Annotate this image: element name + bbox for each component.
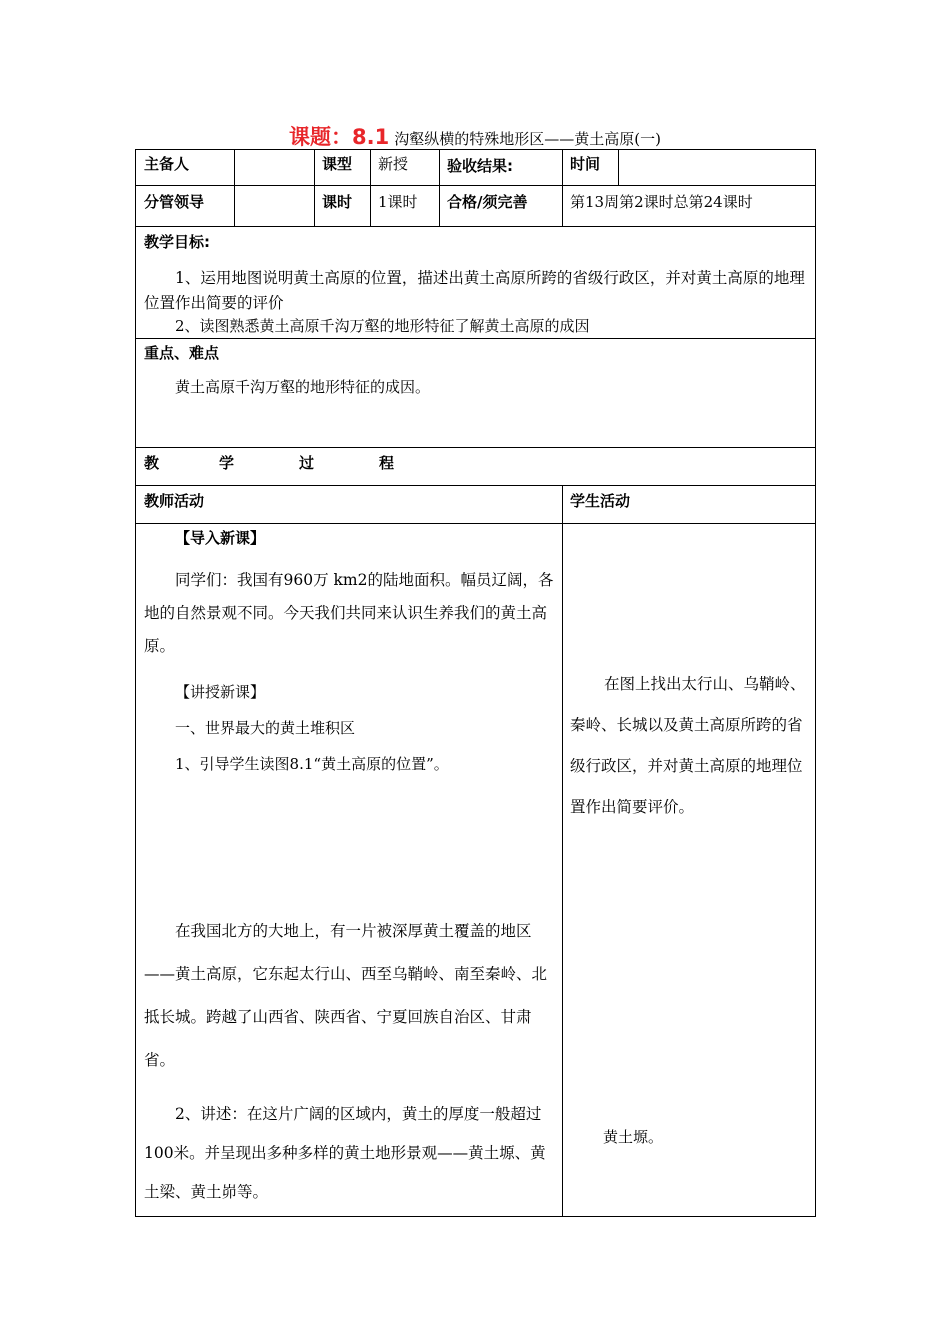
step-2: 2、讲述：在这片广阔的区域内，黄土的厚度一般超过100米。并呈现出多种多样的黄土地形景观——黄土塬、黄土梁、黄土峁等。 <box>144 1105 546 1201</box>
process-heading-char: 学 <box>219 454 235 472</box>
student-activity-2: 黄土塬。 <box>603 1128 664 1146</box>
student-activity-heading: 学生活动 <box>570 492 631 510</box>
title-prefix: 课题：8.1 <box>288 125 390 149</box>
result-label: 验收结果: <box>447 157 513 175</box>
week-info: 第13周第2课时总第24课时 <box>570 193 753 211</box>
lesson-title <box>135 124 815 152</box>
class-hours-value: 1课时 <box>378 193 418 211</box>
row-divider <box>135 338 816 339</box>
row-divider <box>135 226 816 227</box>
key-points-heading: 重点、难点 <box>144 344 220 362</box>
process-heading-char: 过 <box>299 454 315 472</box>
row-divider <box>135 485 816 486</box>
title-topic: 沟壑纵横的特殊地形区——黄土高原(一) <box>394 130 661 148</box>
intro-heading: 【导入新课】 <box>175 529 266 547</box>
col-divider <box>439 149 440 226</box>
time-label: 时间 <box>570 155 601 173</box>
location-paragraph: 在我国北方的大地上，有一片被深厚黄土覆盖的地区——黄土高原，它东起太行山、西至乌鞘岭、南至秦岭、北抵长城。跨越了山西省、陕西省、宁夏回族自治区、甘肃省。 <box>144 922 548 1069</box>
step-1: 1、引导学生读图8.1“黄土高原的位置”。 <box>175 755 449 773</box>
col-divider <box>314 149 315 226</box>
class-hours-label: 课时 <box>322 193 353 211</box>
process-heading-char: 程 <box>379 454 395 472</box>
process-heading-char: 教 <box>144 454 160 472</box>
col-divider <box>234 149 235 226</box>
lesson-type-label: 课型 <box>322 155 353 173</box>
col-divider <box>370 149 371 226</box>
lesson-type-value: 新授 <box>378 155 409 173</box>
key-points-content: 黄土高原千沟万壑的地形特征的成因。 <box>175 378 431 396</box>
col-divider <box>562 149 563 226</box>
intro-text: 同学们：我国有960万 km2的陆地面积。幅员辽阔，各地的自然景观不同。今天我们共同来认识生养我们的黄土高原。 <box>144 571 554 655</box>
row-divider <box>135 447 816 448</box>
col-divider <box>562 485 563 1217</box>
leader-label: 分管领导 <box>144 193 205 211</box>
section-1: 一、世界最大的黄土堆积区 <box>175 719 356 737</box>
pass-label: 合格/须完善 <box>447 193 528 211</box>
objective-item-1: 1、运用地图说明黄土高原的位置，描述出黄土高原所跨的省级行政区，并对黄土高原的地理位置作出简要的评价 <box>144 269 805 312</box>
row-divider <box>135 523 816 524</box>
objectives-heading: 教学目标: <box>144 233 210 251</box>
row-divider <box>135 185 816 186</box>
student-activity-1: 在图上找出太行山、乌鞘岭、秦岭、长城以及黄土高原所跨的省级行政区，并对黄土高原的地理位置作出简要评价。 <box>570 675 806 816</box>
preparer-label: 主备人 <box>144 155 190 173</box>
col-divider <box>618 149 619 186</box>
objective-item-2: 2、读图熟悉黄土高原千沟万壑的地形特征了解黄土高原的成因 <box>175 317 590 335</box>
teacher-activity-heading: 教师活动 <box>144 492 205 510</box>
lecture-heading: 【讲授新课】 <box>175 683 266 701</box>
